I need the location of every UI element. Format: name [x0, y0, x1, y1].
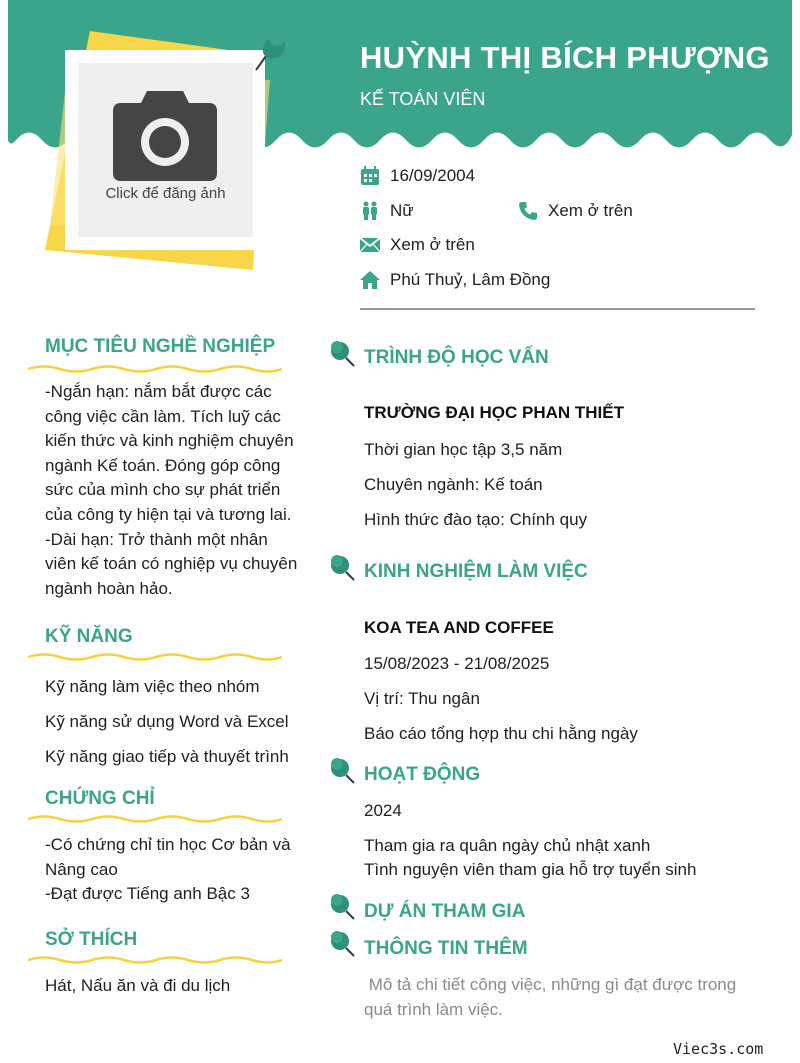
objective-title: MỤC TIÊU NGHỀ NGHIỆP	[45, 336, 276, 357]
skill-item: Kỹ năng sử dụng Word và Excel	[45, 712, 289, 731]
address-row	[360, 270, 550, 290]
watermark: Viec3s.com	[673, 1040, 764, 1058]
objective-line: sức của mình cho sự phát triển	[45, 480, 281, 500]
gender-value: Nữ	[390, 201, 414, 220]
photo-caption: Click để đăng ảnh	[105, 185, 226, 202]
pin-icon	[328, 552, 358, 584]
skill-item: Kỹ năng giao tiếp và thuyết trình	[45, 747, 289, 766]
objective-line: viên kế toán có nghiệp vụ chuyên	[45, 554, 298, 574]
pushpin-icon	[248, 24, 292, 74]
address-value: Phú Thuỷ, Lâm Đồng	[390, 270, 551, 289]
experience-title: KINH NGHIỆM LÀM VIỆC	[364, 561, 588, 582]
camera-icon	[113, 89, 217, 181]
objective-line: của công ty hiện tại và tương lai.	[45, 504, 292, 524]
hobbies-title: SỞ THÍCH	[45, 929, 138, 950]
pin-icon	[328, 755, 358, 787]
gender-icon	[360, 201, 380, 221]
objective-line: -Dài hạn: Trở thành một nhân	[45, 529, 268, 549]
education-duration: Thời gian học tập 3,5 năm	[364, 440, 563, 459]
objective-line: công việc cần làm. Tích luỹ các	[45, 406, 281, 426]
certificates-text	[45, 833, 298, 907]
avatar-upload[interactable]	[78, 63, 253, 237]
activity-item: Tình nguyện viên tham gia hỗ trợ tuyển sinh	[364, 860, 697, 879]
projects-title: DỰ ÁN THAM GIA	[364, 901, 526, 922]
objective-wave	[28, 364, 282, 374]
hobbies-text: Hát, Nấu ăn và đi du lịch	[45, 976, 231, 995]
skills-wave	[28, 652, 282, 662]
candidate-name: HUỲNH THỊ BÍCH PHƯỢNG	[360, 40, 770, 75]
pin-icon	[328, 928, 358, 960]
contact-divider	[360, 308, 755, 310]
certificate-line: Nâng cao	[45, 859, 118, 879]
certificates-wave	[28, 814, 282, 824]
mail-icon	[360, 235, 380, 255]
education-major: Chuyên ngành: Kế toán	[364, 475, 543, 494]
skill-item: Kỹ năng làm việc theo nhóm	[45, 677, 260, 696]
activity-item: Tham gia ra quân ngày chủ nhật xanh	[364, 836, 651, 855]
certificates-title: CHỨNG CHỈ	[45, 788, 155, 809]
email-row	[360, 235, 475, 255]
phone-row	[518, 201, 633, 221]
job-title: KẾ TOÁN VIÊN	[360, 89, 486, 109]
activities-year: 2024	[364, 801, 402, 820]
education-title: TRÌNH ĐỘ HỌC VẤN	[364, 347, 549, 368]
home-icon	[360, 270, 380, 290]
objective-line: ngành Kế toán. Đóng góp công	[45, 455, 281, 475]
phone-icon	[518, 201, 538, 221]
email-value: Xem ở trên	[390, 235, 475, 254]
school-name: TRƯỜNG ĐẠI HỌC PHAN THIẾT	[364, 403, 624, 422]
birthday-value: 16/09/2004	[390, 166, 476, 185]
pin-icon	[328, 338, 358, 370]
objective-line: -Ngắn hạn: nắm bắt được các	[45, 382, 272, 401]
objective-text	[45, 380, 298, 601]
company-name: KOA TEA AND COFFEE	[364, 618, 554, 637]
additional-title: THÔNG TIN THÊM	[364, 938, 528, 959]
birthday-row	[360, 166, 475, 186]
placeholder-line: Mô tả chi tiết công việc, những gì đạt được trong	[364, 975, 737, 994]
experience-period: 15/08/2023 - 21/08/2025	[364, 654, 550, 673]
pin-icon	[328, 891, 358, 923]
additional-placeholder[interactable]	[364, 972, 754, 1022]
activities-title: HOẠT ĐỘNG	[364, 764, 481, 785]
education-mode: Hình thức đào tạo: Chính quy	[364, 510, 588, 529]
objective-line: kiến thức và kinh nghiệm chuyên	[45, 431, 294, 451]
phone-value: Xem ở trên	[548, 201, 633, 220]
certificate-line: -Đạt được Tiếng anh Bậc 3	[45, 884, 250, 904]
skills-title: KỸ NĂNG	[45, 626, 133, 647]
calendar-icon	[360, 166, 380, 186]
experience-position: Vị trí: Thu ngân	[364, 689, 480, 708]
placeholder-line: quá trình làm việc.	[364, 1000, 503, 1019]
objective-line: ngành hoàn hảo.	[45, 578, 173, 598]
gender-row	[360, 201, 414, 221]
hobbies-wave	[28, 955, 282, 965]
certificate-line: -Có chứng chỉ tin học Cơ bản và	[45, 835, 291, 854]
experience-task: Báo cáo tổng hợp thu chi hằng ngày	[364, 724, 638, 743]
